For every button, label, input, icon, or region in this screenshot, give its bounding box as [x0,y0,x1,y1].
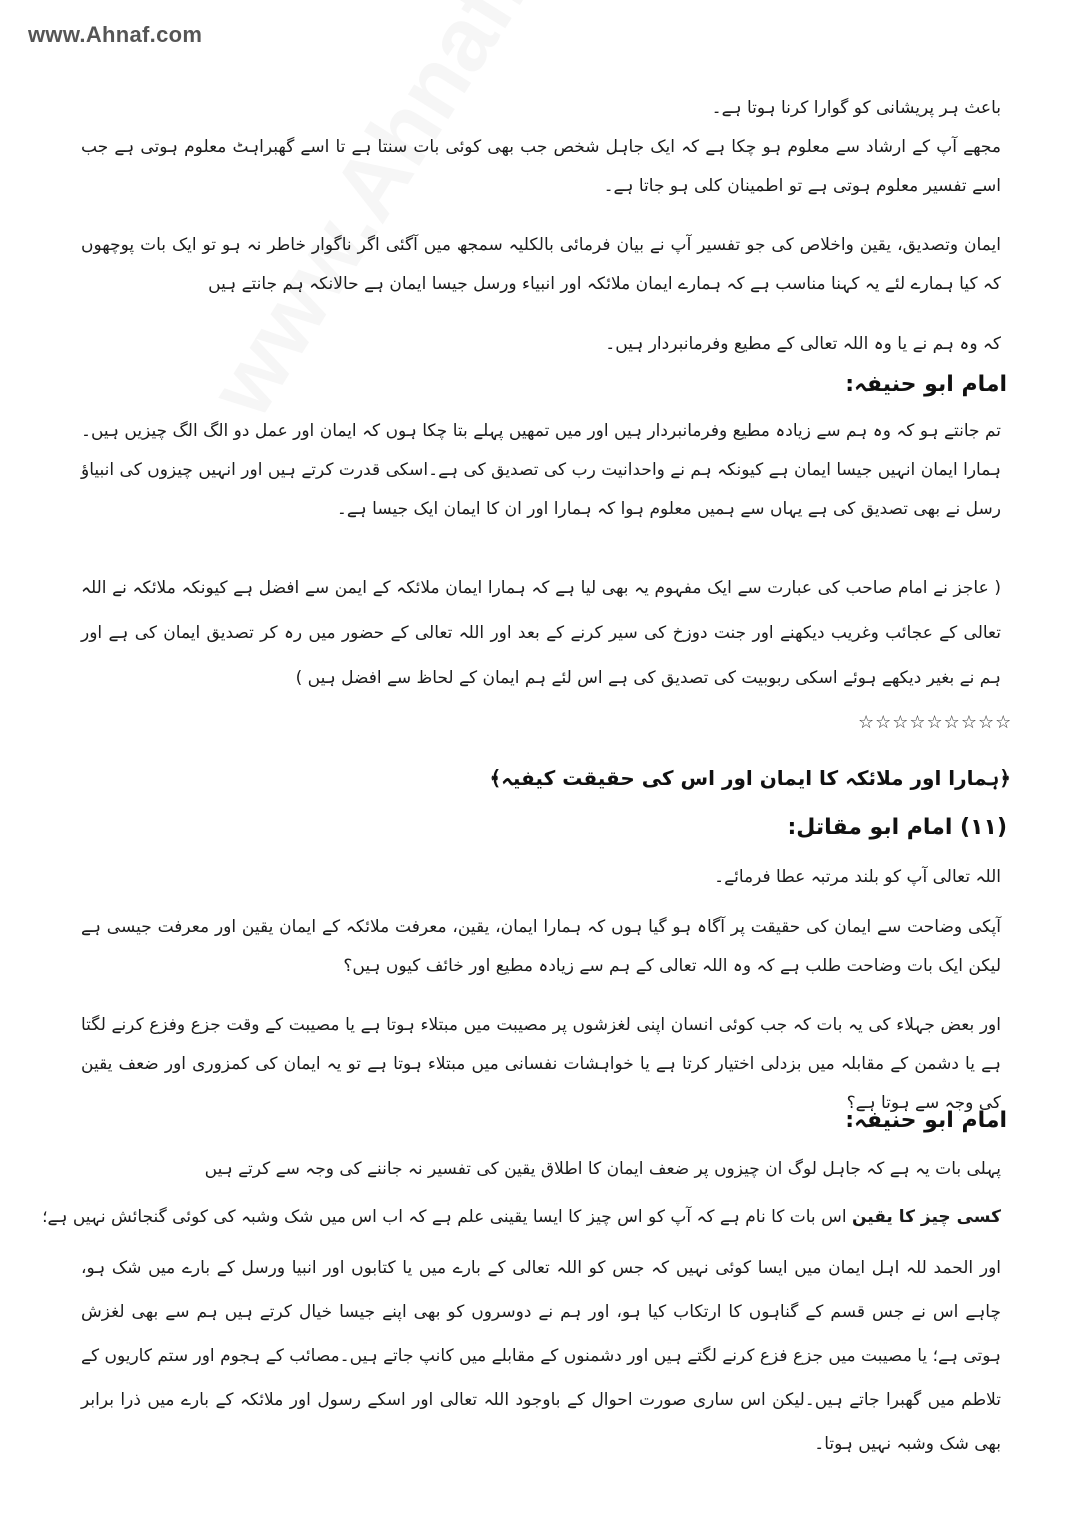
paragraph-7: اللہ تعالی آپ کو بلند مرتبہ عطا فرمائے۔ [714,867,1001,887]
paragraph-11-text: اس بات کا نام ہے کہ آپ کو اس چیز کا ایسا یقینی علم ہے کہ اب اس میں شک وشبہ کی کوئی گنجائش نہیں ہے؛ [42,1207,852,1227]
paragraph-11 [42,1198,1001,1237]
section-title: ﴿ہمارا اور ملائکہ کا ایمان اور اس کی حقیقت کیفیہ﴾ [489,766,1011,790]
paragraph-9: اور بعض جہلاء کی یہ بات کہ جب کوئی انسان اپنی لغزشوں پر مصیبت میں مبتلاء ہوتا ہے یا مصیبت کے وقت جزع وفزع کرنے لگتا ہے یا دشمن کے مقابلہ میں بزدلی اختیار کرتا ہے یا خواہشات نفسانی میں مبتلاء ہوتا ہے تو یہ ایمان کی کمزوری اور ضعف یقین کی وجہ سے ہوتا ہے؟ [81,1015,1001,1113]
paragraph-12: اور الحمد للہ اہل ایمان میں ایسا کوئی نہیں کہ جس کو اللہ تعالی کے بارے میں یا کتابوں اور انبیا ورسل کے بارے میں شک ہو، چاہے اس نے جس قسم کے گناہوں کا ارتکاب کیا ہو، اور ہم نے دوسروں کو بھی اپنے جیسا خیال کرتے ہیں ہم سے بھی لغزش ہوتی ہے؛ یا مصیبت میں جزع فزع کرنے لگتے ہیں اور دشمنوں کے مقابلے میں کانپ جاتے ہیں۔مصائب کے ہجوم اور ستم کاریوں کے تلاطم میں گھبرا جاتے ہیں۔لیکن اس ساری صورت احوال کے باوجود اللہ تعالی اور اسکے رسول اور ملائکہ کے بارے میں ذرا برابر بھی شک وشبہ نہیں ہوتا۔ [81,1258,1001,1454]
paragraph-11-emphasis: کسی چیز کا یقین [851,1207,1001,1227]
paragraph-3: ایمان وتصدیق، یقین واخلاص کی جو تفسیر آپ نے بیان فرمائی بالکلیہ سمجھ میں آگئی اگر ناگوار خاطر نہ ہو تو ایک بات پوچھوں کہ کیا ہمارے لئے یہ کہنا مناسب ہے کہ ہمارے ایمان ملائکہ اور انبیاء ورسل جیسا ایمان ہے حالانکہ ہم جانتے ہیں [81,235,1001,294]
paragraph-10: پہلی بات یہ ہے کہ جاہل لوگ ان چیزوں پر ضعف ایمان کا اطلاق یقین کی تفسیر نہ جاننے کی وجہ سے کرتے ہیں [204,1159,1001,1179]
paragraph-4: کہ وہ ہم نے یا وہ اللہ تعالی کے مطیع وفرمانبردار ہیں۔ [605,334,1001,354]
paragraph-5: تم جانتے ہو کہ وہ ہم سے زیادہ مطیع وفرمانبردار ہیں اور میں تمھیں پہلے بتا چکا ہوں کہ ایمان اور عمل دو الگ الگ چیزیں ہیں۔ ہمارا ایمان انہیں جیسا ایمان ہے کیونکہ ہم نے واحدانیت رب کی تصدیق کی ہے۔اسکی قدرت کرتے ہیں اور انہیں چیزوں کی انبیاؤ رسل نے بھی تصدیق کی ہے یہاں سے ہمیں معلوم ہوا کہ ہمارا اور ان کا ایمان ایک جیسا ہے۔ [81,421,1001,519]
paragraph-1: باعث ہر پریشانی کو گوارا کرنا ہوتا ہے۔ [711,98,1001,118]
site-url[interactable]: www.Ahnaf.com [28,22,203,47]
heading-imam-abu-muqatil: (۱۱) امام ابو مقاتل: [787,815,1007,840]
heading-imam-abu-hanifa-2: امام ابو حنیفہ: [845,1108,1007,1133]
paragraph-2: مجھے آپ کے ارشاد سے معلوم ہو چکا ہے کہ ایک جاہل شخص جب بھی کوئی بات سنتا ہے تا اسے گھبراہٹ معلوم ہوتی ہے جب اسے تفسیر معلوم ہوتی ہے تو اطمینان کلی ہو جاتا ہے۔ [81,137,1001,196]
heading-imam-abu-hanifa-1: امام ابو حنیفہ: [845,372,1007,397]
star-divider: ☆☆☆☆☆☆☆☆☆ [858,712,1013,733]
watermark [190,0,647,435]
paragraph-6-note: ( عاجز نے امام صاحب کی عبارت سے ایک مفہوم یہ بھی لیا ہے کہ ہمارا ایمان ملائکہ کے ایمن سے افضل ہے کیونکہ ملائکہ نے اللہ تعالی کے عجائب وغریب دیکھنے اور جنت دوزخ کی سیر کرنے کے بعد اور اللہ تعالی کے حضور میں رہ کر تصدیق ایمان کی ہے اور ہم نے بغیر دیکھے ہوئے اسکی ربوبیت کی تصدیق کی ہے اس لئے ہم ایمان کے لحاظ سے افضل ہیں ) [81,578,1001,688]
paragraph-8: آپکی وضاحت سے ایمان کی حقیقت پر آگاہ ہو گیا ہوں کہ ہمارا ایمان، یقین، معرفت ملائکہ کے ایمان یقین اور معرفت جیسی ہے لیکن ایک بات وضاحت طلب ہے کہ وہ اللہ تعالی کے ہم سے زیادہ مطیع اور خائف کیوں ہیں؟ [81,917,1001,976]
